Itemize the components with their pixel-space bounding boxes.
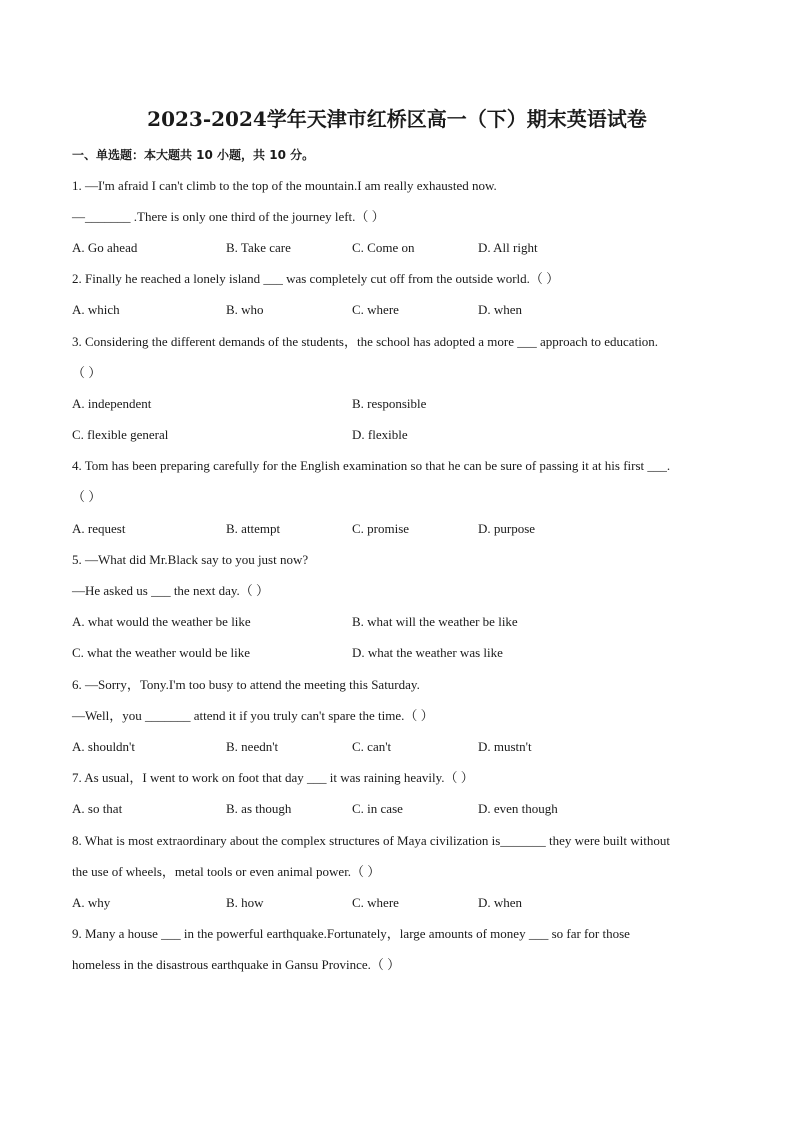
exam-title: 2023-2024学年天津市红桥区高一（下）期末英语试卷 [147, 107, 647, 131]
option-d: D. mustn't [478, 739, 532, 754]
question-6-stem: 6. —Sorry，Tony.I'm too busy to attend the meeting this Saturday. [72, 677, 420, 692]
option-b: B. who [226, 302, 264, 317]
question-4-stem-line-2: （ ） [72, 489, 102, 504]
option-a: A. so that [72, 801, 123, 816]
option-d: D. purpose [478, 521, 536, 536]
option-c: C. promise [352, 521, 410, 536]
option-c: C. Come on [352, 240, 415, 255]
option-a: A. shouldn't [72, 739, 136, 754]
option-d: D. All right [478, 240, 538, 255]
question-8-stem: 8. What is most extraordinary about the complex structures of Maya civilization is_______ they were built without [72, 833, 670, 848]
question-6-stem-line-2: —Well，you _______ attend it if you truly can't spare the time.（ ） [72, 708, 434, 723]
option-a: A. which [72, 302, 120, 317]
option-c: C. flexible general [72, 427, 169, 442]
option-c: C. what the weather would be like [72, 645, 250, 660]
question-1-stem: 1. —I'm afraid I can't climb to the top of the mountain.I am really exhausted now. [72, 178, 497, 193]
option-c: C. where [352, 895, 399, 910]
option-b: B. how [226, 895, 264, 910]
option-a: A. request [72, 521, 126, 536]
option-b: B. Take care [226, 240, 291, 255]
question-1-stem-line-2: —_______ .There is only one third of the journey left.（ ） [72, 209, 385, 224]
option-d: D. flexible [352, 427, 408, 442]
option-a: A. what would the weather be like [72, 614, 251, 629]
option-d: D. what the weather was like [352, 645, 503, 660]
question-8-stem-line-2: the use of wheels，metal tools or even animal power.（ ） [72, 864, 381, 879]
option-c: C. can't [352, 739, 392, 754]
option-c: C. in case [352, 801, 403, 816]
option-d: D. even though [478, 801, 558, 816]
option-a: A. independent [72, 396, 152, 411]
option-b: B. as though [226, 801, 292, 816]
section-heading: 一、单选题：本大题共 10 小题，共 10 分。 [72, 148, 315, 162]
option-d: D. when [478, 895, 523, 910]
question-5-stem-line-2: —He asked us ___ the next day.（ ） [72, 583, 270, 598]
question-3-stem-line-2: （ ） [72, 365, 102, 380]
question-2-stem: 2. Finally he reached a lonely island ___ was completely cut off from the outside world.（ ） [72, 271, 560, 286]
option-c: C. where [352, 302, 399, 317]
question-3-stem: 3. Considering the different demands of the students，the school has adopted a more ___ approach to education. [72, 334, 659, 349]
question-7-stem: 7. As usual，I went to work on foot that day ___ it was raining heavily.（ ） [72, 770, 474, 785]
option-b: B. needn't [226, 739, 279, 754]
question-9-stem-line-2: homeless in the disastrous earthquake in Gansu Province.（ ） [72, 957, 401, 972]
option-a: A. Go ahead [72, 240, 138, 255]
option-d: D. when [478, 302, 523, 317]
option-b: B. what will the weather be like [352, 614, 518, 629]
option-b: B. attempt [226, 521, 281, 536]
question-9-stem: 9. Many a house ___ in the powerful earthquake.Fortunately，large amounts of money ___ so far for those [72, 926, 630, 941]
option-b: B. responsible [352, 396, 427, 411]
option-a: A. why [72, 895, 111, 910]
question-4-stem: 4. Tom has been preparing carefully for the English examination so that he can be sure of passing it at his first ___. [72, 458, 671, 473]
question-5-stem: 5. —What did Mr.Black say to you just now? [72, 552, 309, 567]
